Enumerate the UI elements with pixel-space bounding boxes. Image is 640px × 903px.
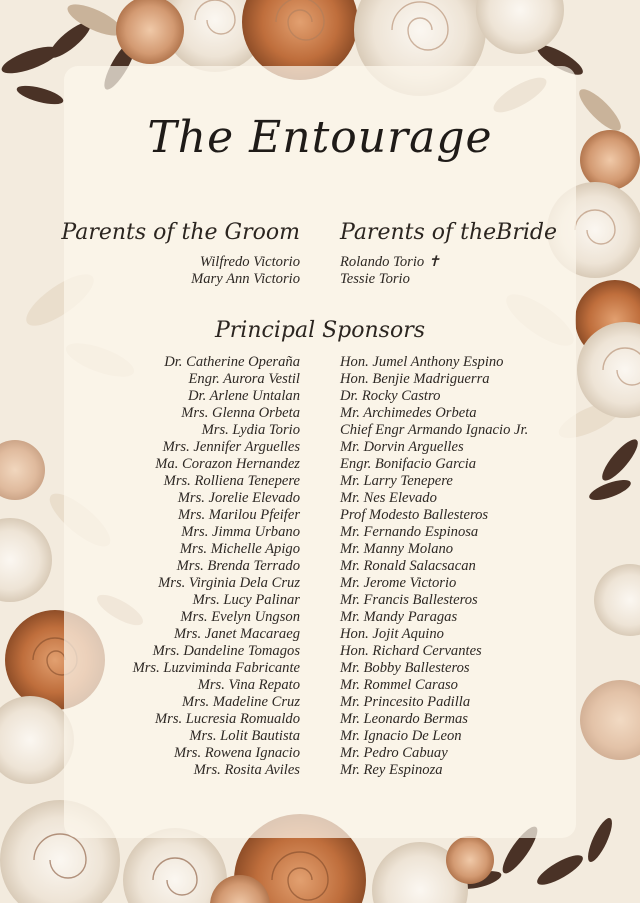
sponsor-name: Mrs. Marilou Pfeifer — [177, 507, 300, 523]
sponsor-name: Mrs. Virginia Dela Cruz — [158, 575, 300, 591]
floral-border-right — [577, 322, 640, 760]
sponsor-name: Mr. Bobby Ballesteros — [340, 660, 470, 676]
sponsor-name: Dr. Arlene Untalan — [187, 388, 300, 404]
sponsor-name: Mrs. Madeline Cruz — [182, 694, 300, 710]
sponsor-name: Mr. Francis Ballesteros — [340, 592, 478, 608]
sponsor-name: Hon. Benjie Madriguerra — [340, 371, 490, 387]
sponsor-name: Hon. Jojit Aquino — [340, 626, 444, 642]
sponsor-name: Mr. Jerome Victorio — [340, 575, 457, 591]
bride-parents-heading: Parents of theBride — [340, 220, 557, 245]
list-item: Rolando Torio ✝ — [340, 254, 441, 270]
sponsor-name: Dr. Rocky Castro — [340, 388, 441, 404]
sponsor-name: Mrs. Jimma Urbano — [181, 524, 300, 540]
sponsor-name: Mrs. Glenna Orbeta — [181, 405, 300, 421]
sponsor-name: Mrs. Jennifer Arguelles — [162, 439, 300, 455]
groom-parents-list — [191, 254, 300, 288]
sponsor-name: Mrs. Rosita Aviles — [193, 762, 300, 778]
sponsors-right-list — [340, 354, 528, 779]
sponsor-name: Mr. Nes Elevado — [340, 490, 437, 506]
sponsor-name: Mrs. Lucy Palinar — [192, 592, 300, 608]
bride-parents-list — [340, 254, 440, 288]
sponsor-name: Mr. Mandy Paragas — [340, 609, 458, 625]
sponsor-name: Mr. Archimedes Orbeta — [340, 405, 477, 421]
sponsor-name: Mr. Princesito Padilla — [340, 694, 471, 710]
sponsor-name: Mr. Ronald Salacsacan — [340, 558, 476, 574]
sponsor-name: Mrs. Dandeline Tomagos — [152, 643, 300, 659]
groom-parents-heading: Parents of the Groom — [61, 220, 300, 245]
sponsor-name: Mr. Fernando Espinosa — [340, 524, 479, 540]
sponsor-name: Mr. Dorvin Arguelles — [340, 439, 464, 455]
sponsor-name: Mrs. Rowena Ignacio — [173, 745, 300, 761]
sponsor-name: Hon. Jumel Anthony Espino — [340, 354, 504, 370]
sponsor-name: Dr. Catherine Operaña — [164, 354, 300, 370]
sponsor-name: Mr. Rommel Caraso — [340, 677, 458, 693]
list-item: Mary Ann Victorio — [191, 271, 300, 287]
sponsor-name: Chief Engr Armando Ignacio Jr. — [340, 422, 529, 438]
sponsor-name: Mr. Ignacio De Leon — [340, 728, 462, 744]
sponsor-name: Mr. Rey Espinoza — [340, 762, 443, 778]
sponsor-name: Mrs. Lucresia Romualdo — [155, 711, 300, 727]
sponsor-name: Mrs. Lolit Bautista — [189, 728, 300, 744]
sponsor-name: Mrs. Lydia Torio — [201, 422, 300, 438]
sponsor-name: Mrs. Luzviminda Fabricante — [132, 660, 300, 676]
sponsor-name: Hon. Richard Cervantes — [340, 643, 482, 659]
sponsor-name: Mrs. Michelle Apigo — [179, 541, 300, 557]
sponsor-name: Mr. Pedro Cabuay — [340, 745, 448, 761]
sponsor-name: Engr. Aurora Vestil — [188, 371, 300, 387]
list-item: Wilfredo Victorio — [199, 254, 300, 270]
sponsor-name: Ma. Corazon Hernandez — [155, 456, 300, 472]
principal-sponsors-heading: Principal Sponsors — [214, 318, 426, 343]
sponsor-name: Mr. Larry Tenepere — [340, 473, 453, 489]
sponsor-name: Prof Modesto Ballesteros — [340, 507, 489, 523]
page-title: The Entourage — [147, 112, 493, 163]
sponsor-name: Mr. Manny Molano — [340, 541, 454, 557]
sponsor-name: Mrs. Janet Macaraeg — [173, 626, 300, 642]
sponsor-name: Mrs. Rolliena Tenepere — [163, 473, 300, 489]
sponsor-name: Mrs. Brenda Terrado — [176, 558, 300, 574]
sponsor-name: Mrs. Evelyn Ungson — [180, 609, 300, 625]
sponsor-name: Engr. Bonifacio Garcia — [340, 456, 477, 472]
list-item: Tessie Torio — [340, 271, 410, 287]
sponsor-name: Mr. Leonardo Bermas — [340, 711, 468, 727]
sponsors-left-list — [133, 354, 300, 779]
sponsor-name: Mrs. Vina Repato — [197, 677, 300, 693]
sponsor-name: Mrs. Jorelie Elevado — [177, 490, 300, 506]
